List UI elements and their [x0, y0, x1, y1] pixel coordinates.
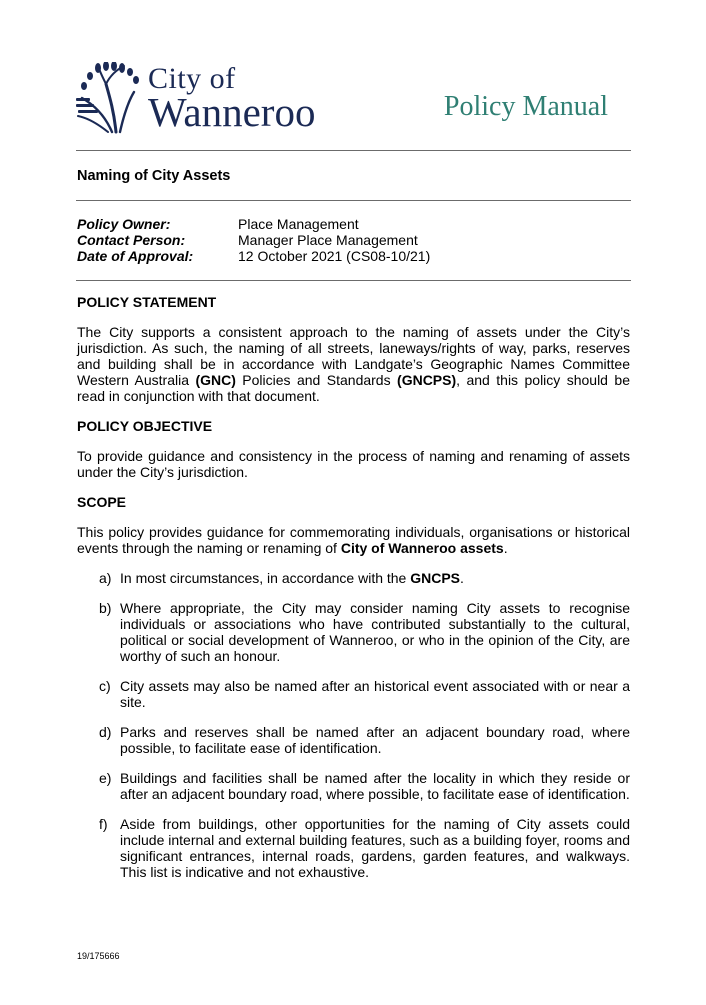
meta-value: Manager Place Management — [238, 232, 418, 248]
list-item-text: Aside from buildings, other opportunities for the naming of City assets could include internal and external building features, such as a building foyer, rooms and significant entrances, internal roads, gardens, garden features, and walkways. This list is indicative and not exhaustive. — [120, 816, 630, 880]
scope-list — [77, 570, 630, 880]
list-item-text: City assets may also be named after an historical event associated with or near a site. — [120, 678, 630, 710]
list-item — [77, 816, 630, 880]
meta-value: Place Management — [238, 216, 359, 232]
bold-run: City of Wanneroo assets — [340, 540, 504, 556]
text-run: In most circumstances, in accordance with the — [120, 570, 411, 586]
meta-label: Policy Owner: — [77, 216, 171, 232]
title-divider — [76, 200, 631, 201]
list-item-marker: c) — [99, 678, 111, 694]
bold-run: GNCPS — [410, 570, 461, 586]
policy-statement-text — [77, 324, 630, 404]
meta-row-date-of-approval — [77, 248, 430, 264]
list-item-marker: b) — [99, 600, 112, 616]
wanneroo-banksia-logo-icon — [76, 62, 142, 134]
list-item-marker: d) — [99, 724, 112, 740]
policy-body — [77, 294, 630, 894]
meta-divider — [76, 280, 631, 281]
list-item-marker: a) — [99, 570, 112, 586]
list-item — [77, 678, 630, 710]
list-item — [77, 570, 630, 586]
logo-text-city-of: City of — [148, 62, 236, 95]
text-run: , and this policy should be read in conjunction with that document. — [77, 372, 630, 404]
meta-row-contact-person — [77, 232, 430, 248]
list-item — [77, 600, 630, 664]
gnc-abbrev: (GNC) — [195, 372, 236, 388]
document-title: Naming of City Assets — [77, 168, 231, 184]
policy-objective-heading: POLICY OBJECTIVE — [77, 418, 213, 434]
list-item-text: Buildings and facilities shall be named after the locality in which they reside or after an adjacent boundary road, where possible, to facilitate ease of identification. — [120, 770, 630, 802]
list-item — [77, 724, 630, 756]
gncps-abbrev: (GNCPS) — [397, 372, 457, 388]
meta-value: 12 October 2021 (CS08-10/21) — [238, 248, 431, 264]
list-item-text — [120, 570, 630, 586]
policy-statement-heading: POLICY STATEMENT — [77, 294, 217, 310]
document-reference-number: 19/175666 — [77, 951, 120, 961]
list-item-text: Parks and reserves shall be named after an adjacent boundary road, where possible, to facilitate ease of identification. — [120, 724, 630, 756]
policy-manual-title: Policy Manual — [443, 91, 608, 122]
text-run: This policy provides guidance for commemorating individuals, organisations or historical events through the naming or renaming of — [77, 524, 630, 556]
policy-objective-text: To provide guidance and consistency in the process of naming and renaming of assets under the City’s jurisdiction. — [77, 448, 630, 480]
header-divider — [76, 150, 631, 151]
logo-text-wanneroo: Wanneroo — [148, 89, 316, 135]
list-item-marker: f) — [99, 816, 108, 832]
text-run: Policies and Standards — [235, 372, 398, 388]
text-run: The City supports a consistent approach to the naming of assets under the City’s jurisdiction. As such, the naming of all streets, laneways/rights of way, parks, reserves and building shall be in accordance with Landgate’s Geographic Names Committee Western Australia — [77, 324, 630, 388]
list-item — [77, 770, 630, 802]
list-item-text: Where appropriate, the City may consider naming City assets to recognise individuals or associations who have contributed substantially to the cultural, political or social development of Wanneroo, or who in the opinion of the City, are worthy of such an honour. — [120, 600, 630, 664]
scope-intro-text — [77, 524, 630, 556]
meta-label: Date of Approval: — [77, 248, 194, 264]
meta-row-policy-owner — [77, 216, 430, 232]
city-of-wanneroo-logo — [76, 62, 326, 138]
meta-label: Contact Person: — [77, 232, 186, 248]
policy-meta-table — [77, 216, 430, 264]
list-item-marker: e) — [99, 770, 112, 786]
text-run: . — [503, 540, 508, 556]
scope-heading: SCOPE — [77, 494, 127, 510]
text-run: . — [460, 570, 464, 586]
